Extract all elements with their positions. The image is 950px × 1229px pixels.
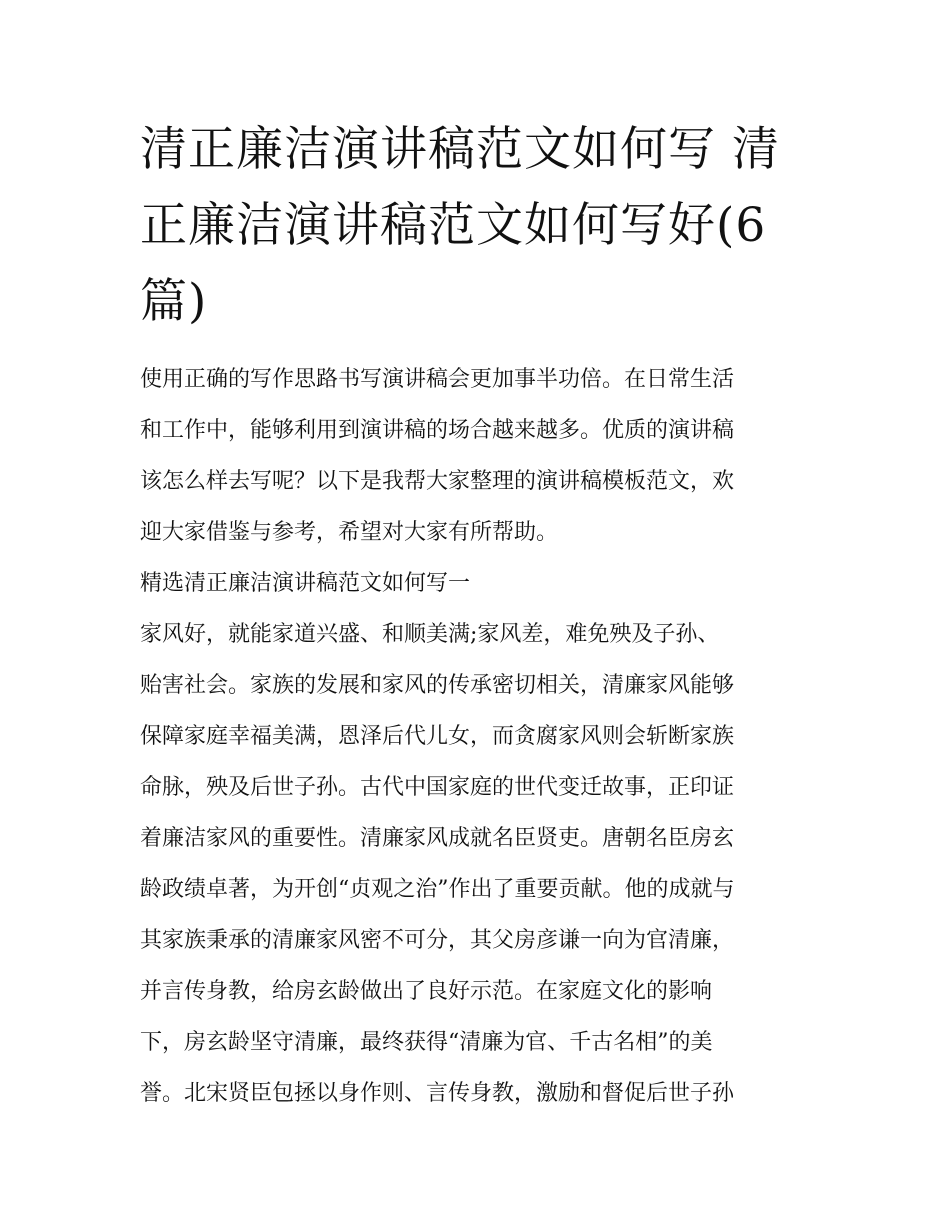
- paragraph-line: 命脉，殃及后世子孙。古代中国家庭的世代变迁故事，正印证: [140, 775, 735, 800]
- paragraph-line: 着廉洁家风的重要性。清廉家风成就名臣贤吏。唐朝名臣房玄: [140, 826, 735, 851]
- document-title: [140, 112, 815, 340]
- document-content: [140, 112, 815, 1119]
- title-line: 正廉洁演讲稿范文如何写好(6: [140, 198, 767, 253]
- intro-line: 该怎么样去写呢？以下是我帮大家整理的演讲稿模板范文，欢: [140, 469, 735, 494]
- intro-line: 使用正确的写作思路书写演讲稿会更加事半功倍。在日常生活: [140, 367, 735, 392]
- paragraph-line: 家风好，就能家道兴盛、和顺美满;家风差，难免殃及子孙、: [140, 622, 720, 647]
- section-heading: 精选清正廉洁演讲稿范文如何写一: [140, 571, 471, 596]
- title-line: 清正廉洁演讲稿范文如何写 清: [140, 122, 780, 177]
- intro-line: 和工作中，能够利用到演讲稿的场合越来越多。优质的演讲稿: [140, 418, 735, 443]
- paragraph-line: 并言传身教，给房玄龄做出了良好示范。在家庭文化的影响: [140, 979, 713, 1004]
- title-line: 篇): [140, 274, 208, 329]
- paragraph-line: 保障家庭幸福美满，恩泽后代儿女，而贪腐家风则会斩断家族: [140, 724, 735, 749]
- paragraph-line: 誉。北宋贤臣包拯以身作则、言传身教，激励和督促后世子孙: [140, 1081, 735, 1106]
- paragraph-line: 其家族秉承的清廉家风密不可分，其父房彦谦一向为官清廉，: [140, 928, 735, 953]
- document-body: [140, 354, 815, 1119]
- intro-line: 迎大家借鉴与参考，希望对大家有所帮助。: [140, 520, 559, 545]
- paragraph-line: 下，房玄龄坚守清廉，最终获得“清廉为官、千古名相”的美: [140, 1030, 713, 1055]
- paragraph-line: 龄政绩卓著，为开创“贞观之治”作出了重要贡献。他的成就与: [140, 877, 735, 902]
- paragraph-line: 贻害社会。家族的发展和家风的传承密切相关，清廉家风能够: [140, 673, 735, 698]
